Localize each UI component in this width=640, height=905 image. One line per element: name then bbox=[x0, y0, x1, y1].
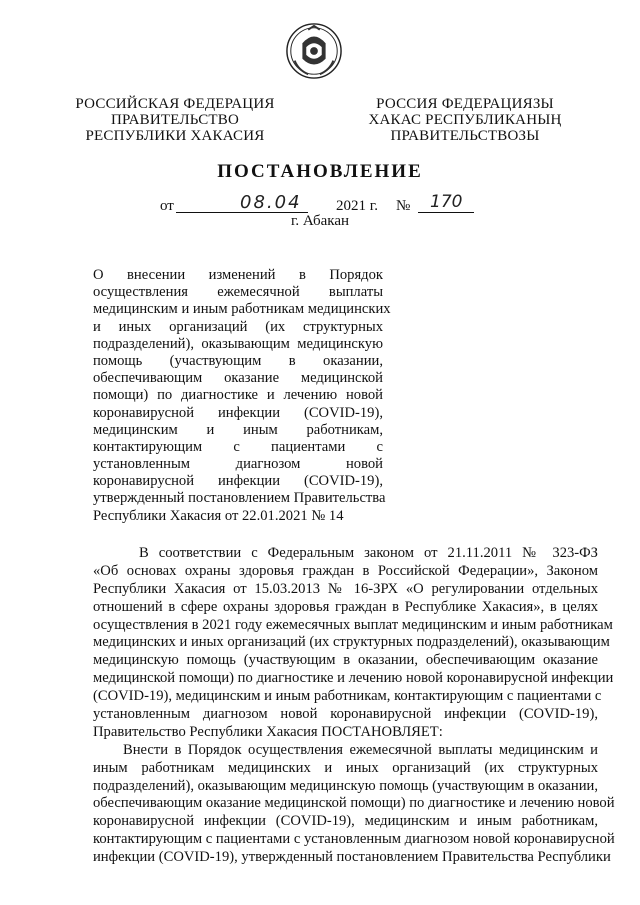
coat-of-arms-emblem bbox=[285, 22, 343, 80]
subject-line: Республики Хакасия от 22.01.2021 № 14 bbox=[93, 507, 344, 524]
subject-line: утвержденный постановлением Правительства bbox=[93, 490, 386, 507]
header-right-line: ХАКАС РЕСПУБЛИКАНЫҢ bbox=[368, 112, 562, 128]
document-subject bbox=[93, 267, 391, 525]
body-line: иным работникам медицинских и иных организаций (их структурных bbox=[93, 759, 598, 776]
header-left-line: ПРАВИТЕЛЬСТВО bbox=[110, 112, 240, 128]
body-line: медицинских и иных организаций (их структурных подразделений), оказывающим bbox=[93, 634, 610, 651]
handwritten-number: 170 bbox=[430, 192, 463, 212]
subject-line: установленным диагнозом новой bbox=[93, 456, 383, 473]
header-left-block bbox=[70, 96, 280, 144]
body-line: Правительство Республики Хакасия ПОСТАНОВЛЯЕТ: bbox=[93, 723, 443, 740]
header-right-block bbox=[360, 96, 570, 144]
body-line: (COVID-19), медицинским и иным работникам, контактирующим с пациентами с bbox=[93, 688, 602, 705]
subject-line: медицинским и иным работникам, bbox=[93, 421, 383, 438]
year-label: 2021 г. bbox=[336, 198, 378, 214]
body-line: медицинскую помощь (участвующим в оказании, обеспечивающим оказание bbox=[93, 652, 598, 669]
body-line: обеспечивающим оказание медицинской помощи) по диагностике и лечению новой bbox=[93, 795, 615, 812]
body-line: подразделений), оказывающим медицинскую помощь (участвующим в оказании, bbox=[93, 777, 599, 794]
body-line: «Об основах охраны здоровья граждан в Российской Федерации», Законом bbox=[93, 562, 598, 579]
date-from-label: от bbox=[160, 198, 174, 214]
subject-line: помощи) по диагностике и лечению новой bbox=[93, 387, 383, 404]
body-line: контактирующим с пациентами с установленным диагнозом новой коронавирусной bbox=[93, 831, 615, 848]
subject-line: подразделений), оказывающим медицинскую bbox=[93, 335, 383, 352]
body-line: инфекции (COVID-19), утвержденный постановлением Правительства Республики bbox=[93, 849, 611, 866]
subject-line: О внесении изменений в Порядок bbox=[93, 267, 383, 283]
subject-line: помощь (участвующим в оказании, bbox=[93, 352, 383, 369]
body-line: медицинской помощи) по диагностике и лечению новой коронавирусной инфекции bbox=[93, 670, 614, 687]
handwritten-date: 08.04 bbox=[240, 192, 302, 213]
subject-line: осуществления ежемесячной выплаты bbox=[93, 284, 383, 301]
number-sign-label: № bbox=[396, 198, 411, 214]
subject-line: контактирующим с пациентами с bbox=[93, 438, 383, 455]
body-line: коронавирусной инфекции (COVID-19), медицинским и иным работникам, bbox=[93, 813, 598, 830]
subject-line: и иных организаций (их структурных bbox=[93, 318, 383, 335]
body-line: установленным диагнозом новой коронавирусной инфекции (COVID-19), bbox=[93, 706, 598, 723]
header-right-line: ПРАВИТЕЛЬСТВОЗЫ bbox=[390, 128, 540, 144]
subject-line: коронавирусной инфекции (COVID-19), bbox=[93, 404, 383, 421]
subject-line: обеспечивающим оказание медицинской bbox=[93, 370, 383, 387]
header-right-line: РОССИЯ ФЕДЕРАЦИЯЗЫ bbox=[376, 96, 554, 112]
body-line: осуществления в 2021 году ежемесячных выплат медицинским и иным работникам bbox=[93, 616, 613, 633]
city-label: г. Абакан bbox=[290, 213, 350, 229]
subject-line: медицинским и иным работникам медицинских bbox=[93, 301, 391, 318]
header-left-line: РЕСПУБЛИКИ ХАКАСИЯ bbox=[85, 128, 265, 144]
body-line: отношений в сфере охраны здоровья граждан в Республике Хакасия», в целях bbox=[93, 598, 598, 615]
subject-line: коронавирусной инфекции (COVID-19), bbox=[93, 473, 383, 490]
body-line: Республики Хакасия от 15.03.2013 № 16-ЗРХ «О регулировании отдельных bbox=[93, 580, 598, 597]
body-line: В соответствии с Федеральным законом от 21.11.2011 № 323-ФЗ bbox=[139, 545, 598, 561]
document-title: ПОСТАНОВЛЕНИЕ bbox=[217, 161, 423, 182]
body-line: Внести в Порядок осуществления ежемесячной выплаты медицинским и bbox=[123, 741, 598, 758]
header-left-line: РОССИЙСКАЯ ФЕДЕРАЦИЯ bbox=[75, 96, 275, 112]
document-body bbox=[93, 545, 615, 867]
